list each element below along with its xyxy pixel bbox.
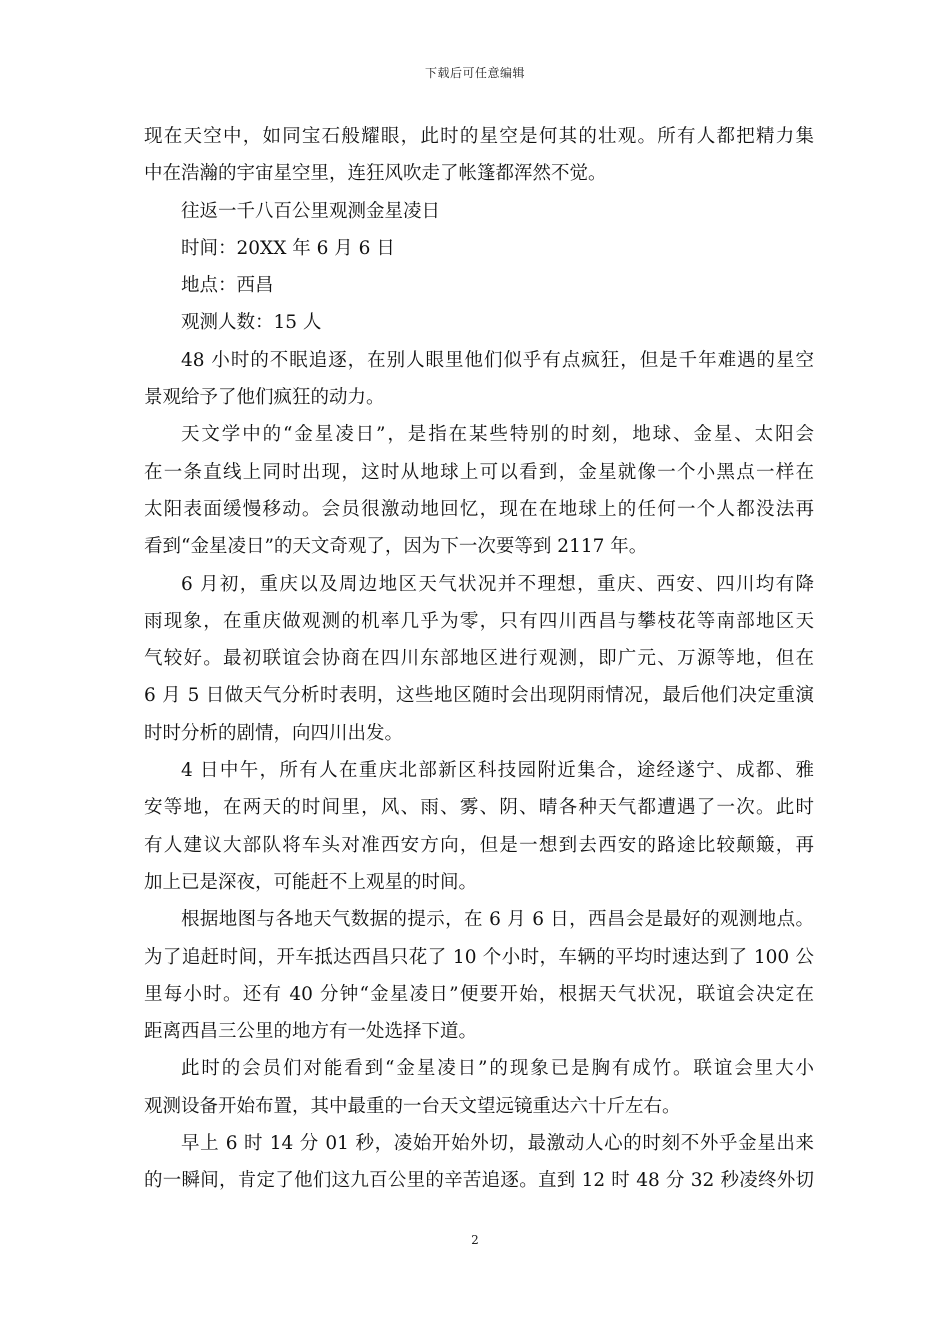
text-line: 中在浩瀚的宇宙星空里，连狂风吹走了帐篷都浑然不觉。 [144, 163, 607, 185]
page-header: 下载后可任意编辑 [424, 66, 525, 80]
page-number: 2 [471, 1233, 479, 1247]
text-line: 太阳表面缓慢移动。会员很激动地回忆，现在在地球上的任何一个人都没法再 [144, 498, 814, 520]
text-line: 的一瞬间，肯定了他们这九百公里的辛苦追逐。直到 12 时 48 分 32 秒凌终外切 [144, 1170, 814, 1192]
text-line: 有人建议大部队将车头对准西安方向，但是一想到去西安的路途比较颠簸，再 [144, 834, 814, 856]
text-line: 里每小时。还有 40 分钟“金星凌日”便要开始，根据天气状况，联谊会决定在 [144, 983, 814, 1005]
info-time: 时间：20XX 年 6 月 6 日 [181, 237, 395, 259]
text-line: 根据地图与各地天气数据的提示，在 6 月 6 日，西昌会是最好的观测地点。 [181, 909, 814, 931]
text-line: 48 小时的不眠追逐，在别人眼里他们似乎有点疯狂，但是千年难遇的星空 [181, 349, 814, 371]
text-line: 为了追赶时间，开车抵达西昌只花了 10 个小时，车辆的平均时速达到了 100 公 [144, 946, 814, 968]
text-line: 安等地，在两天的时间里，风、雨、雾、阴、晴各种天气都遭遇了一次。此时 [144, 797, 814, 819]
section-title: 往返一千八百公里观测金星凌日 [181, 200, 441, 222]
text-line: 加上已是深夜，可能赶不上观星的时间。 [144, 871, 478, 893]
text-line: 看到“金星凌日”的天文奇观了，因为下一次要等到 2117 年。 [144, 536, 648, 558]
text-line: 4 日中午，所有人在重庆北部新区科技园附近集合，途经遂宁、成都、雅 [181, 760, 814, 782]
text-line: 气较好。最初联谊会协商在四川东部地区进行观测，即广元、万源等地，但在 [144, 648, 814, 670]
body-text [144, 118, 814, 1200]
text-line: 雨现象，在重庆做观测的机率几乎为零，只有四川西昌与攀枝花等南部地区天 [144, 610, 814, 632]
text-line: 此时的会员们对能看到“金星凌日”的现象已是胸有成竹。联谊会里大小 [181, 1058, 814, 1080]
text-line: 观测设备开始布置，其中最重的一台天文望远镜重达六十斤左右。 [144, 1095, 681, 1117]
info-count: 观测人数：15 人 [181, 312, 322, 334]
text-line: 天文学中的“金星凌日”，是指在某些特别的时刻，地球、金星、太阳会 [181, 424, 814, 446]
text-line: 早上 6 时 14 分 01 秒，凌始开始外切，最激动人心的时刻不外乎金星出来 [181, 1133, 814, 1155]
text-line: 在一条直线上同时出现，这时从地球上可以看到，金星就像一个小黑点一样在 [144, 461, 814, 483]
text-line: 距离西昌三公里的地方有一处选择下道。 [144, 1021, 478, 1043]
info-location: 地点：西昌 [181, 275, 274, 297]
text-line: 6 月初，重庆以及周边地区天气状况并不理想，重庆、西安、四川均有降 [181, 573, 814, 595]
text-line: 6 月 5 日做天气分析时表明，这些地区随时会出现阴雨情况，最后他们决定重演 [144, 685, 814, 707]
text-line: 时时分析的剧情，向四川出发。 [144, 722, 404, 744]
text-line: 现在天空中，如同宝石般耀眼，此时的星空是何其的壮观。所有人都把精力集 [144, 126, 814, 147]
text-line: 景观给予了他们疯狂的动力。 [144, 387, 385, 409]
